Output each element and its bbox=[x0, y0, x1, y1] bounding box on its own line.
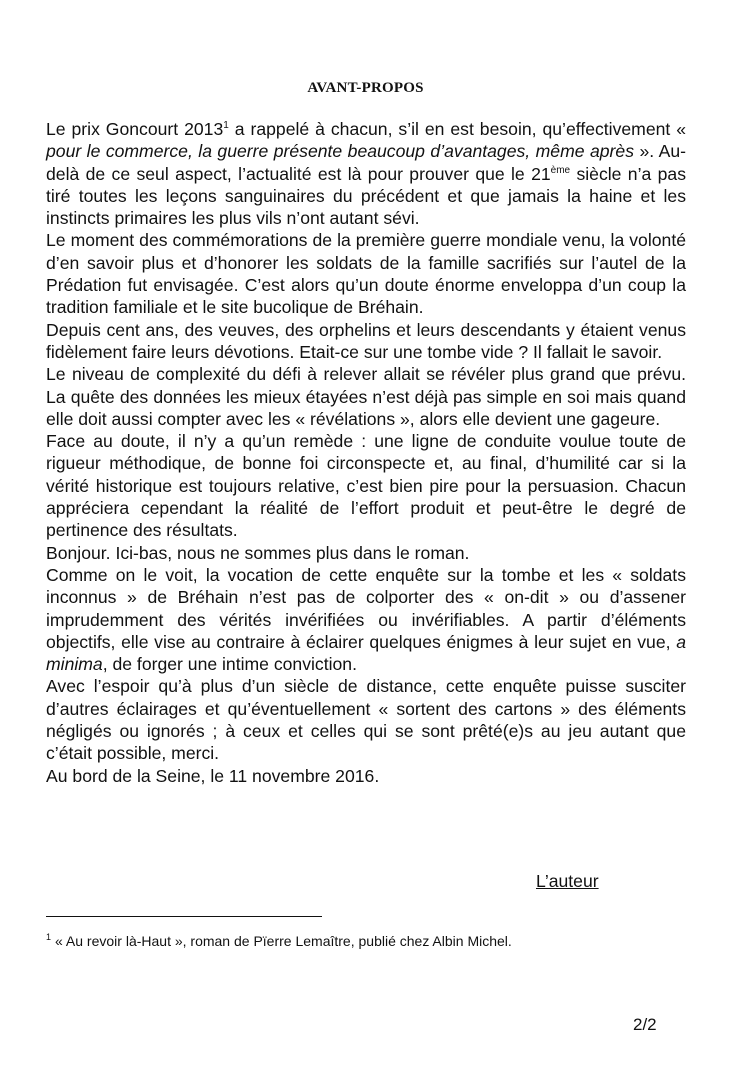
body-text bbox=[46, 118, 686, 787]
ordinal-superscript: ème bbox=[550, 164, 571, 176]
text-run: Comme on le voit, la vocation de cette enquête sur la tombe et les « soldats inconnus » de Bréhain n’est pas de colporter des « on-dit » ou d’assener imprudemment des vérités invérifiées ou invérifiables. A partir d’éléments objectifs, elle vise au contraire à éclairer quelques énigmes à leur sujet en vue, bbox=[46, 564, 686, 652]
paragraph-8: Avec l’espoir qu’à plus d’un siècle de distance, cette enquête puisse susciter d’autres éclairages et qu’éventuellement « sortent des cartons » des éléments négligés ou ignorés ; à ceux et celles qui se sont prêté(e)s au jeu autant que c’était possible, merci. bbox=[46, 676, 686, 764]
italic-quote: pour le commerce, la guerre présente beaucoup d’avantages, même après bbox=[46, 141, 634, 162]
italic-phrase: a minima bbox=[46, 631, 686, 675]
page-title: AVANT-PROPOS bbox=[307, 80, 424, 96]
paragraph-7 bbox=[46, 564, 686, 675]
page-number: 2/2 bbox=[633, 1015, 657, 1034]
paragraph-6: Bonjour. Ici-bas, nous ne sommes plus dans le roman. bbox=[46, 542, 470, 563]
footnote-marker: 1 bbox=[46, 932, 52, 942]
text-run: a rappelé à chacun, s’il en est besoin, qu’effectivement « bbox=[228, 119, 687, 139]
text-run: Le prix Goncourt 2013 bbox=[46, 119, 224, 139]
paragraph-1 bbox=[46, 118, 686, 229]
dateline: Au bord de la Seine, le 11 novembre 2016. bbox=[46, 765, 380, 786]
text-run: siècle n’a pas tiré toutes les leçons sanguinaires du précédent et que jamais la haine et les instincts primaires les plus vils n’ont autant sévi. bbox=[46, 163, 686, 229]
text-run: ». Au-delà de ce seul aspect, l’actualité est là pour prouver que le 21 bbox=[46, 141, 686, 184]
footnote bbox=[46, 932, 512, 950]
paragraph-4: Le niveau de complexité du défi à relever allait se révéler plus grand que prévu. La quête des données les mieux étayées n’est déjà pas simple en soi mais quand elle doit aussi compter avec les « révélations », alors elle devient une gageure. bbox=[46, 364, 686, 429]
paragraph-2: Le moment des commémorations de la première guerre mondiale venu, la volonté d’en savoir plus et d’honorer les soldats de la famille sacrifiés sur l’autel de la Prédation fut envisagée. C’est alors qu’un doute énorme enveloppa d’un coup la tradition familiale et le site bucolique de Bréhain. bbox=[46, 230, 686, 318]
author-signature: L’auteur bbox=[536, 871, 599, 891]
text-run: , de forger une intime conviction. bbox=[102, 654, 357, 675]
paragraph-3: Depuis cent ans, des veuves, des orphelins et leurs descendants y étaient venus fidèlement faire leurs dévotions. Etait-ce sur une tombe vide ? Il fallait le savoir. bbox=[46, 319, 686, 362]
footnote-divider bbox=[46, 916, 322, 917]
footnote-reference: 1 bbox=[223, 120, 229, 131]
paragraph-5: Face au doute, il n’y a qu’un remède : une ligne de conduite voulue toute de rigueur méthodique, de bonne foi circonspecte et, au final, d’humilité car si la vérité historique est toujours relative, c’est bien pire pour la persuasion. Chacun appréciera cependant la réalité de l’effort produit et peut-être le degré de pertinence des résultats. bbox=[46, 431, 686, 541]
footnote-text: « Au revoir là-Haut », roman de Pïerre Lemaître, publié chez Albin Michel. bbox=[55, 933, 512, 949]
